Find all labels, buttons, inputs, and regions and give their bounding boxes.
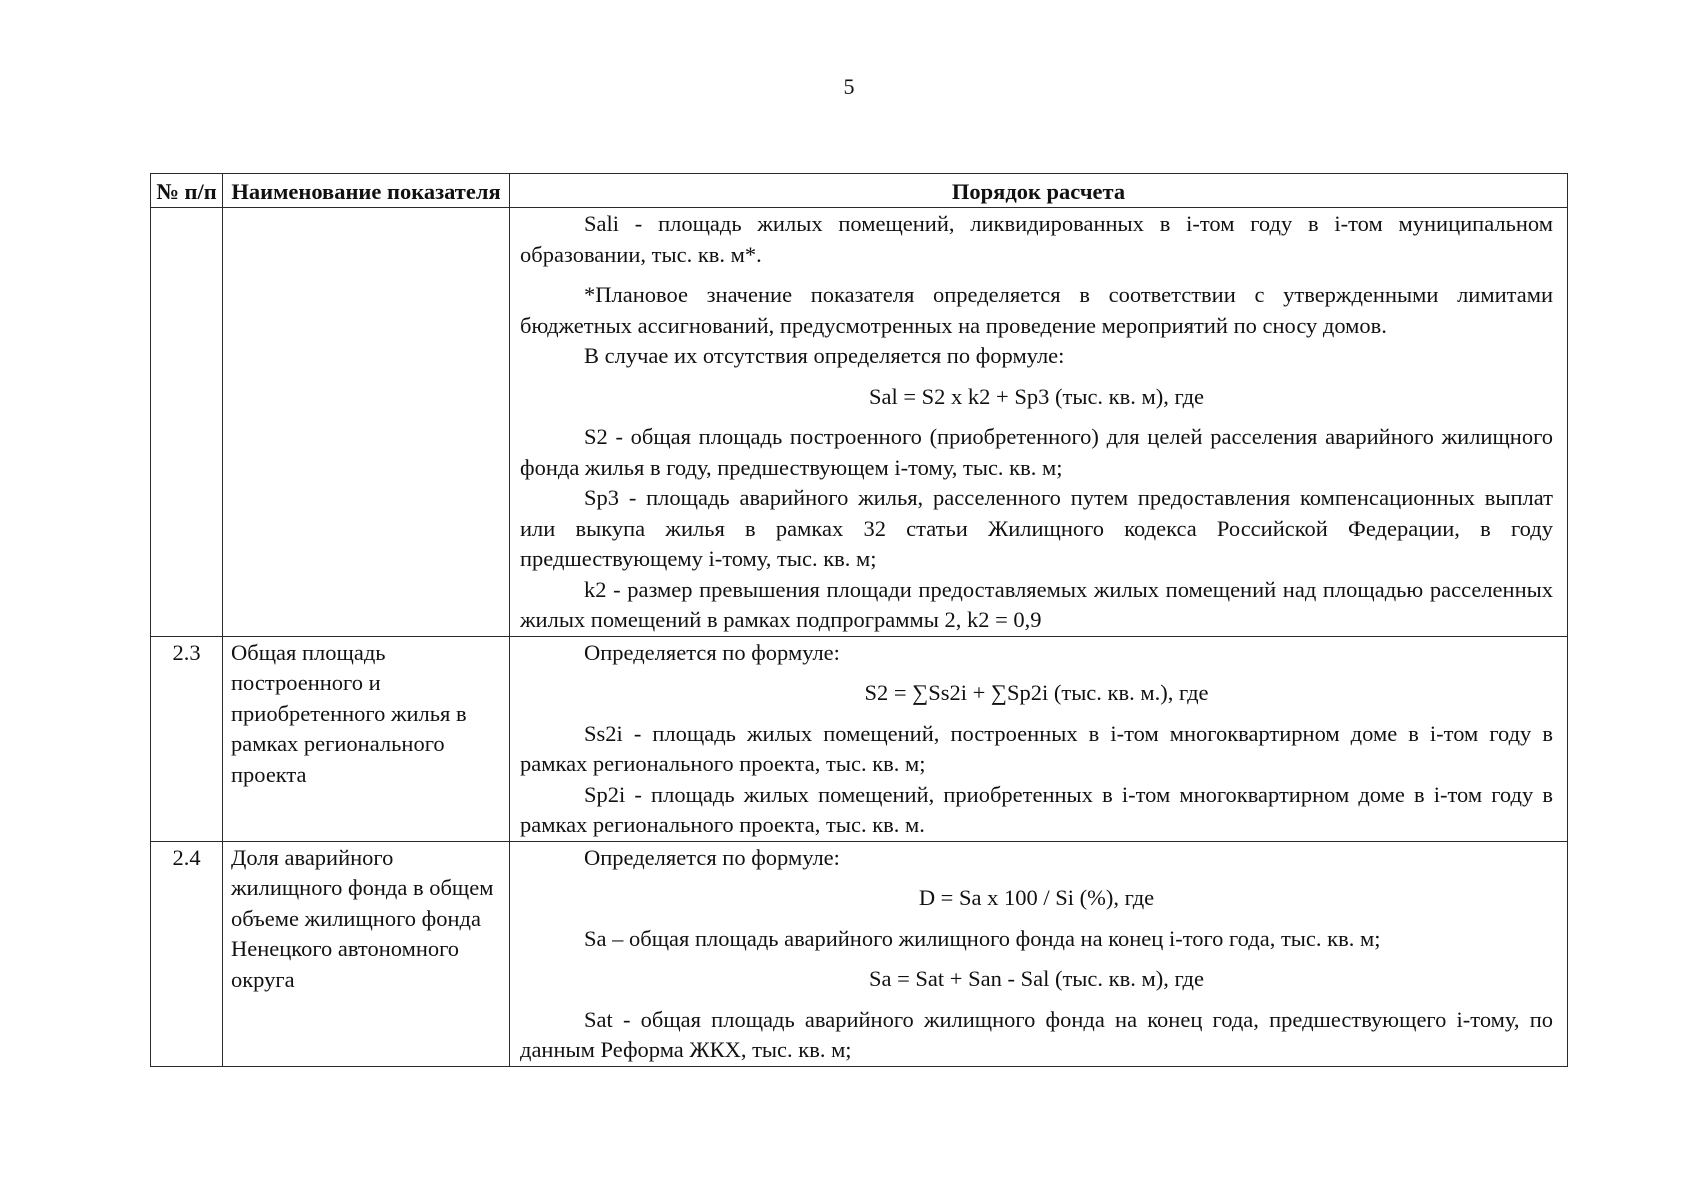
indicator-name	[223, 208, 510, 637]
calculation-cell	[510, 636, 1568, 841]
row-number: 2.3	[151, 636, 223, 841]
table-row	[151, 208, 1568, 637]
calc-paragraph: k2 - размер превышения площади предоставляемых жилых помещений над площадью расселенных жилых помещений в рамках подпрограммы 2, k2 = 0,9	[520, 576, 1553, 632]
calculation-cell	[510, 841, 1568, 1066]
table-row	[151, 636, 1568, 841]
calc-paragraph: Ss2i - площадь жилых помещений, построенных в i-том многоквартирном доме в i-том году в рамках регионального проекта, тыс. кв. м;	[520, 720, 1553, 776]
calc-paragraph: Определяется по формуле:	[584, 844, 840, 870]
calc-formula: S2 = ∑Ss2i + ∑Sp2i (тыс. кв. м.), где	[864, 680, 1209, 705]
page-number: 5	[843, 74, 855, 99]
calc-formula: D = Sa x 100 / Si (%), где	[918, 885, 1155, 910]
row-number: 2.4	[151, 841, 223, 1066]
row-number	[151, 208, 223, 637]
table-header-row	[151, 174, 1568, 208]
table-row	[151, 841, 1568, 1066]
calc-paragraph: Sp3 - площадь аварийного жилья, расселенного путем предоставления компенсационных выплат или выкупа жилья в рамках 32 статьи Жилищного кодекса Российской Федерации, в году предшествующему i-тому, тыс. кв. м;	[520, 485, 1553, 571]
calc-paragraph: *Плановое значение показателя определяется в соответствии с утвержденными лимитами бюджетных ассигнований, предусмотренных на проведение мероприятий по сносу домов.	[520, 282, 1553, 338]
calc-paragraph: Sp2i - площадь жилых помещений, приобретенных в i-том многоквартирном доме в i-том году в рамках регионального проекта, тыс. кв. м.	[520, 781, 1553, 837]
calc-formula: Sa = Sat + San - Sal (тыс. кв. м), где	[868, 966, 1204, 991]
calc-paragraph: В случае их отсутствия определяется по формуле:	[584, 343, 1065, 368]
calc-paragraph: S2 - общая площадь построенного (приобретенного) для целей расселения аварийного жилищного фонда жилья в году, предшествующем i-тому, тыс. кв. м;	[520, 424, 1553, 480]
calc-formula: Sal = S2 x k2 + Sp3 (тыс. кв. м), где	[868, 383, 1205, 409]
header-indicator-name: Наименование показателя	[223, 174, 510, 208]
calculation-table	[150, 173, 1568, 1067]
calc-paragraph: Sali - площадь жилых помещений, ликвидированных в i-том году в i-том муниципальном образовании, тыс. кв. м*.	[520, 211, 1553, 267]
calculation-cell	[510, 208, 1568, 637]
indicator-name: Общая площадь построенного и приобретенного жилья в рамках регионального проекта	[223, 636, 510, 841]
header-calculation: Порядок расчета	[510, 174, 1568, 208]
calc-paragraph: Sat - общая площадь аварийного жилищного фонда на конец года, предшествующего i-тому, по данным Реформа ЖКХ, тыс. кв. м;	[520, 1006, 1553, 1062]
calc-paragraph: Определяется по формуле:	[584, 639, 840, 665]
calc-paragraph: Sa – общая площадь аварийного жилищного фонда на конец i-того года, тыс. кв. м;	[584, 925, 1381, 951]
header-number: № п/п	[151, 174, 223, 208]
indicator-name: Доля аварийного жилищного фонда в общем объеме жилищного фонда Ненецкого автономного округа	[223, 841, 510, 1066]
